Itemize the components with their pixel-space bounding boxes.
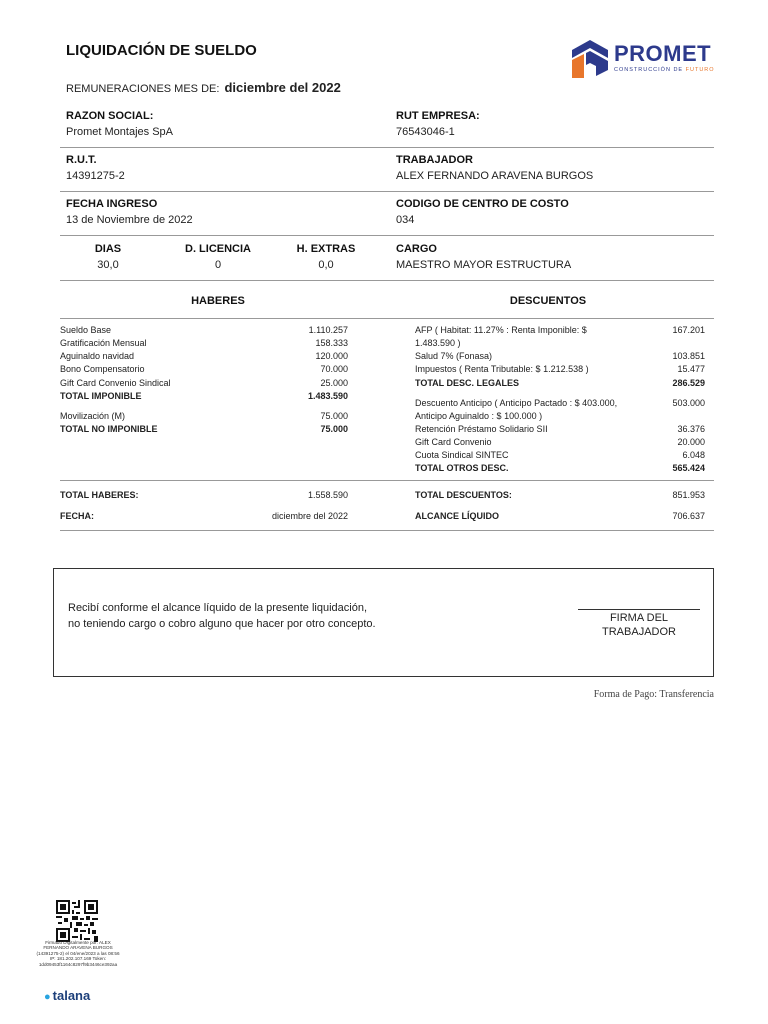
total-desc-legales-value: 286.529 xyxy=(672,378,705,388)
haber-value: 158.333 xyxy=(315,338,348,348)
descuento-label: AFP ( Habitat: 11.27% : Renta Imponible: $ xyxy=(415,325,587,335)
total-otros-desc-label: TOTAL OTROS DESC. xyxy=(415,463,509,473)
razon-social-label: RAZON SOCIAL: xyxy=(66,110,154,122)
page-title: LIQUIDACIÓN DE SUELDO xyxy=(66,42,257,59)
talana-brand: ● talana xyxy=(44,988,91,1003)
fecha-ingreso-label: FECHA INGRESO xyxy=(66,198,158,210)
trabajador-label: TRABAJADOR xyxy=(396,154,473,166)
descuento-label: Salud 7% (Fonasa) xyxy=(415,351,493,361)
descuento-value: 20.000 xyxy=(677,437,705,447)
descuento-value: 503.000 xyxy=(672,398,705,408)
location-pin-icon: ● xyxy=(44,991,51,1003)
promet-logo-icon xyxy=(570,38,610,80)
divider xyxy=(60,235,714,236)
descuento-label: Cuota Sindical SINTEC xyxy=(415,450,509,460)
haber-value: 1.110.257 xyxy=(308,325,348,335)
dias-label: DIAS xyxy=(94,243,122,255)
descuento-value: 36.376 xyxy=(677,424,705,434)
licencia-value: 0 xyxy=(214,259,222,271)
dias-value: 30,0 xyxy=(97,259,119,271)
descuento-value: 15.477 xyxy=(677,364,705,374)
payment-method: Forma de Pago: Transferencia xyxy=(593,689,714,700)
divider xyxy=(60,191,714,192)
alcance-liquido-label: ALCANCE LÍQUIDO xyxy=(415,511,499,521)
company-logo xyxy=(570,38,730,82)
descuento-value: 167.201 xyxy=(672,325,705,335)
signature-line xyxy=(578,609,700,610)
descuento-label: Gift Card Convenio xyxy=(415,437,492,447)
total-imponible-label: TOTAL IMPONIBLE xyxy=(60,391,142,401)
logo-tagline: CONSTRUCCIÓN DE FUTURO xyxy=(614,67,715,73)
fecha-value: diciembre del 2022 xyxy=(271,511,348,521)
haber-label: Bono Compensatorio xyxy=(60,364,145,374)
divider xyxy=(60,280,714,281)
acknowledgement-text: Recibí conforme el alcance líquido de la presente liquidación, no teniendo cargo o cobro alguno que hacer por otro concepto. xyxy=(68,602,376,630)
total-descuentos-label: TOTAL DESCUENTOS: xyxy=(415,490,512,500)
extras-value: 0,0 xyxy=(318,259,334,271)
razon-social-value: Promet Montajes SpA xyxy=(66,126,173,138)
descuento-label-cont: 1.483.590 ) xyxy=(415,338,461,348)
haber-label: Gift Card Convenio Sindical xyxy=(60,378,171,388)
digital-signature-text: Firmado Digitalmente por: ALEX FERNANDO ARAVENA BURGOS (14391275-2) el 04/ene/2023 a las 08:56 IP: 181.202.107.169 Token: 1dd09453f1164c8297f9b3446ce392aa xyxy=(36,940,120,967)
logo-wordmark: PROMET xyxy=(614,41,712,66)
divider xyxy=(60,530,714,531)
haber-value: 25.000 xyxy=(320,378,348,388)
descuento-label-cont: Anticipo Aguinaldo : $ 100.000 ) xyxy=(415,411,543,421)
total-desc-legales-label: TOTAL DESC. LEGALES xyxy=(415,378,520,388)
cargo-label: CARGO xyxy=(396,243,437,255)
total-imponible-value: 1.483.590 xyxy=(307,391,348,401)
total-no-imponible-value: 75.000 xyxy=(320,424,348,434)
total-haberes-value: 1.558.590 xyxy=(307,490,348,500)
descuentos-heading: DESCUENTOS xyxy=(509,295,587,307)
rut-label: R.U.T. xyxy=(66,154,97,166)
haber-value: 70.000 xyxy=(320,364,348,374)
divider xyxy=(60,480,714,481)
total-otros-desc-value: 565.424 xyxy=(672,463,705,473)
month-value: diciembre del 2022 xyxy=(224,80,341,95)
signature-caption: FIRMA DEL TRABAJADOR xyxy=(602,612,676,638)
fecha-label: FECHA: xyxy=(60,511,94,521)
rut-empresa-label: RUT EMPRESA: xyxy=(396,110,480,122)
descuento-label: Descuento Anticipo ( Anticipo Pactado : $ 403.000, xyxy=(415,398,618,408)
haber-label: Movilización (M) xyxy=(60,411,126,421)
total-haberes-label: TOTAL HABERES: xyxy=(60,490,139,500)
haber-value: 75.000 xyxy=(320,411,348,421)
haberes-heading: HABERES xyxy=(191,295,245,307)
haber-label: Gratificación Mensual xyxy=(60,338,147,348)
haber-value: 120.000 xyxy=(315,351,348,361)
qr-code-icon xyxy=(56,900,98,942)
descuento-label: Retención Préstamo Solidario SII xyxy=(415,424,548,434)
haber-label: Aguinaldo navidad xyxy=(60,351,135,361)
rut-value: 14391275-2 xyxy=(66,170,125,182)
total-no-imponible-label: TOTAL NO IMPONIBLE xyxy=(60,424,158,434)
descuento-label: Impuestos ( Renta Tributable: $ 1.212.538 ) xyxy=(415,364,589,374)
trabajador-value: ALEX FERNANDO ARAVENA BURGOS xyxy=(396,170,594,182)
haber-label: Sueldo Base xyxy=(60,325,112,335)
descuento-value: 103.851 xyxy=(672,351,705,361)
centro-costo-value: 034 xyxy=(396,214,415,226)
month-line xyxy=(66,80,341,95)
divider xyxy=(60,318,714,319)
centro-costo-label: CODIGO DE CENTRO DE COSTO xyxy=(396,198,569,210)
fecha-ingreso-value: 13 de Noviembre de 2022 xyxy=(66,214,193,226)
alcance-liquido-value: 706.637 xyxy=(672,511,705,521)
divider xyxy=(60,147,714,148)
rut-empresa-value: 76543046-1 xyxy=(396,126,455,138)
licencia-label: D. LICENCIA xyxy=(185,243,251,255)
descuento-value: 6.048 xyxy=(682,450,705,460)
month-label: REMUNERACIONES MES DE: xyxy=(66,83,220,95)
total-descuentos-value: 851.953 xyxy=(672,490,705,500)
extras-label: H. EXTRAS xyxy=(296,243,356,255)
cargo-value: MAESTRO MAYOR ESTRUCTURA xyxy=(396,259,572,271)
